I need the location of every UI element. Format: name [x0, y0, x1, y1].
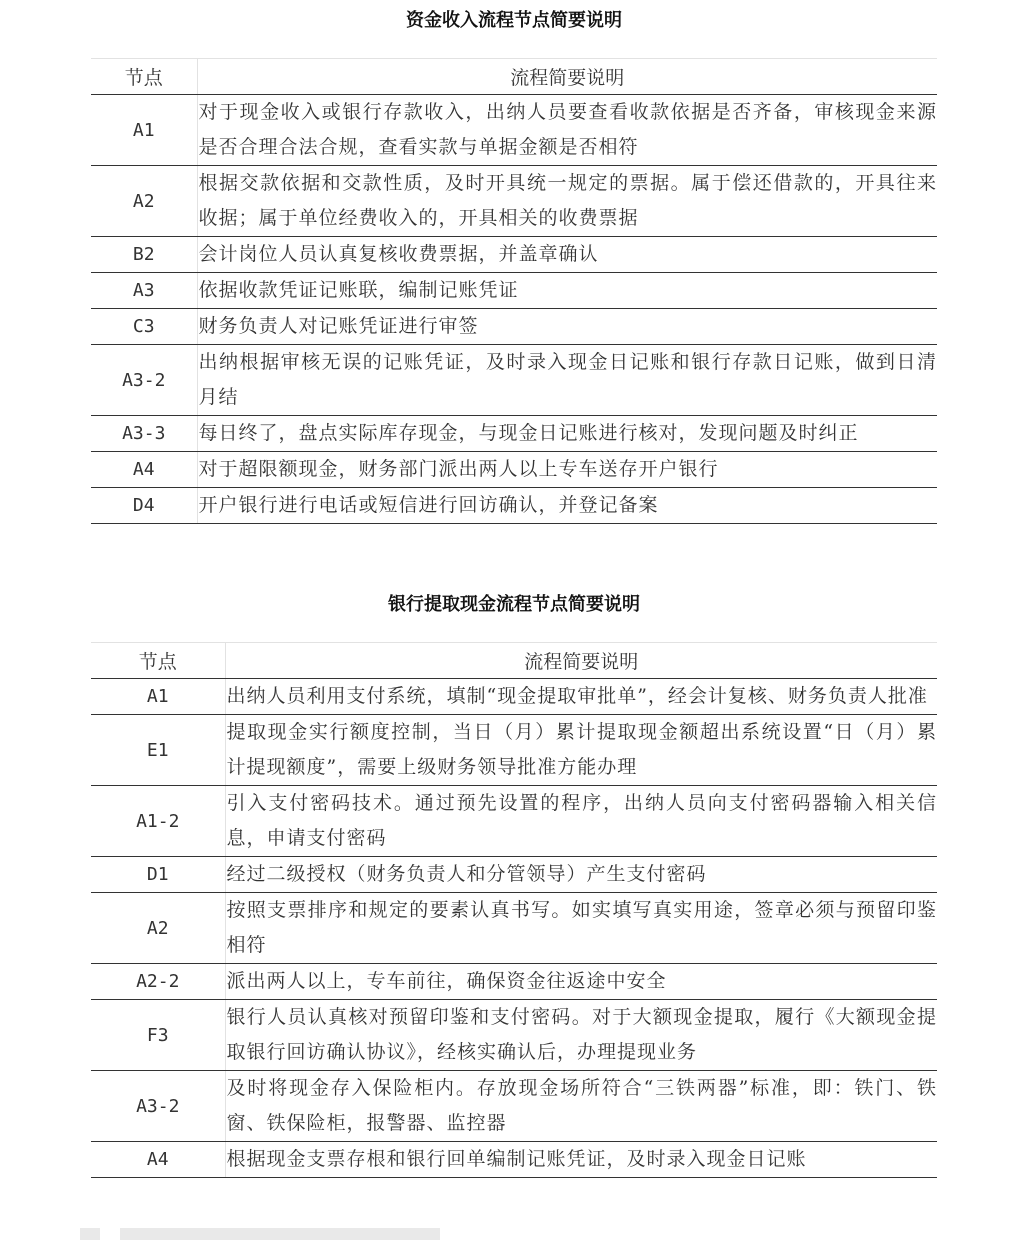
desc-cell: 依据收款凭证记账联，编制记账凭证	[197, 273, 937, 309]
desc-cell: 银行人员认真核对预留印鉴和支付密码。对于大额现金提取，履行《大额现金提取银行回访确认协议》，经核实确认后，办理提现业务	[225, 1000, 937, 1071]
desc-cell: 财务负责人对记账凭证进行审签	[197, 309, 937, 345]
node-cell: D4	[91, 488, 197, 524]
table-row	[91, 1071, 937, 1142]
desc-cell: 引入支付密码技术。通过预先设置的程序，出纳人员向支付密码器输入相关信息，申请支付密码	[225, 786, 937, 857]
node-cell: A3-2	[91, 1071, 225, 1142]
income-flow-table	[91, 58, 937, 524]
table-row	[91, 273, 937, 309]
table-row	[91, 964, 937, 1000]
table-row	[91, 237, 937, 273]
node-cell: D1	[91, 857, 225, 893]
desc-cell: 经过二级授权（财务负责人和分管领导）产生支付密码	[225, 857, 937, 893]
table-header-row	[91, 643, 937, 679]
node-column-header: 节点	[91, 59, 197, 95]
node-column-header: 节点	[91, 643, 225, 679]
table-row	[91, 166, 937, 237]
table-row	[91, 679, 937, 715]
table-row	[91, 488, 937, 524]
desc-cell: 根据现金支票存根和银行回单编制记账凭证，及时录入现金日记账	[225, 1142, 937, 1178]
desc-cell: 提取现金实行额度控制，当日（月）累计提取现金额超出系统设置“日（月）累计提现额度”，需要上级财务领导批准方能办理	[225, 715, 937, 786]
table-row	[91, 786, 937, 857]
desc-cell: 出纳根据审核无误的记账凭证，及时录入现金日记账和银行存款日记账，做到日清月结	[197, 345, 937, 416]
desc-column-header: 流程简要说明	[225, 643, 937, 679]
desc-column-header: 流程简要说明	[197, 59, 937, 95]
cropped-text-fragment	[80, 1228, 100, 1240]
node-cell: A2	[91, 893, 225, 964]
desc-cell: 派出两人以上，专车前往，确保资金往返途中安全	[225, 964, 937, 1000]
section-2-title: 银行提取现金流程节点简要说明	[388, 594, 640, 615]
table-row	[91, 309, 937, 345]
table-header-row	[91, 59, 937, 95]
node-cell: A1-2	[91, 786, 225, 857]
node-cell: A2	[91, 166, 197, 237]
desc-cell: 对于现金收入或银行存款收入，出纳人员要查看收款依据是否齐备，审核现金来源是否合理合法合规，查看实款与单据金额是否相符	[197, 95, 937, 166]
node-cell: A2-2	[91, 964, 225, 1000]
table-row	[91, 715, 937, 786]
desc-cell: 对于超限额现金，财务部门派出两人以上专车送存开户银行	[197, 452, 937, 488]
node-cell: F3	[91, 1000, 225, 1071]
table-row	[91, 1000, 937, 1071]
node-cell: A3-3	[91, 416, 197, 452]
node-cell: A3	[91, 273, 197, 309]
desc-cell: 按照支票排序和规定的要素认真书写。如实填写真实用途，签章必须与预留印鉴相符	[225, 893, 937, 964]
desc-cell: 及时将现金存入保险柜内。存放现金场所符合“三铁两器”标准，即：铁门、铁窗、铁保险柜，报警器、监控器	[225, 1071, 937, 1142]
node-cell: E1	[91, 715, 225, 786]
section-1-title: 资金收入流程节点简要说明	[406, 10, 622, 31]
node-cell: A4	[91, 1142, 225, 1178]
desc-cell: 开户银行进行电话或短信进行回访确认，并登记备案	[197, 488, 937, 524]
table-row	[91, 857, 937, 893]
table-row	[91, 893, 937, 964]
desc-cell: 会计岗位人员认真复核收费票据，并盖章确认	[197, 237, 937, 273]
table-row	[91, 345, 937, 416]
cash-withdrawal-flow-table	[91, 642, 937, 1178]
table-row	[91, 1142, 937, 1178]
desc-cell: 出纳人员利用支付系统，填制“现金提取审批单”，经会计复核、财务负责人批准	[225, 679, 937, 715]
table-row	[91, 452, 937, 488]
desc-cell: 每日终了，盘点实际库存现金，与现金日记账进行核对，发现问题及时纠正	[197, 416, 937, 452]
node-cell: A3-2	[91, 345, 197, 416]
desc-cell: 根据交款依据和交款性质，及时开具统一规定的票据。属于偿还借款的，开具往来收据；属于单位经费收入的，开具相关的收费票据	[197, 166, 937, 237]
node-cell: B2	[91, 237, 197, 273]
node-cell: A1	[91, 95, 197, 166]
node-cell: A1	[91, 679, 225, 715]
node-cell: C3	[91, 309, 197, 345]
cropped-text-fragment	[120, 1228, 440, 1240]
node-cell: A4	[91, 452, 197, 488]
table-row	[91, 416, 937, 452]
table-row	[91, 95, 937, 166]
